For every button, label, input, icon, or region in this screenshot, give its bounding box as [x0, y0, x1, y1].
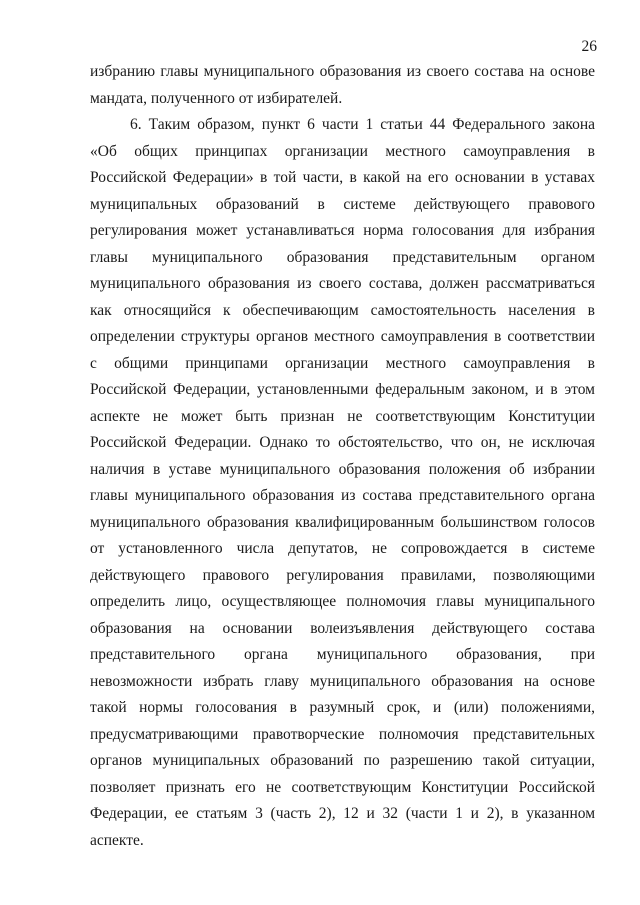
text-line: мандата, полученного от избирателей.: [90, 89, 343, 107]
text-line: от установленного числа депутатов, не сопровождается в системе: [90, 540, 595, 557]
text-line: образования на основании волеизъявления действующего состава: [90, 619, 595, 637]
text-line: муниципальных образований в системе действующего правового: [90, 195, 595, 213]
body-text: [90, 59, 595, 854]
text-line: избранию главы муниципального образования из своего состава на основе: [90, 63, 595, 80]
text-line: определении структуры органов местного самоуправления в соответствии: [90, 328, 595, 345]
text-line: с общими принципами организации местного самоуправления в: [90, 354, 595, 372]
text-line: предусматривающими правотворческие полномочия представительных: [90, 725, 595, 743]
text-line: Российской Федерации. Однако то обстоятельство, что он, не исключая: [90, 434, 595, 451]
text-line: главы муниципального образования из состава представительного органа: [90, 487, 595, 504]
text-line: Федерации, ее статьям 3 (часть 2), 12 и 32 (части 1 и 2), в указанном: [90, 805, 595, 822]
text-line: представительного органа муниципального образования, при: [90, 646, 595, 663]
page-number: 26: [581, 38, 597, 55]
text-line: органов муниципальных образований по разрешению такой ситуации,: [90, 752, 595, 769]
text-line: 6. Таким образом, пункт 6 части 1 статьи 44 Федерального закона: [130, 116, 595, 133]
text-line: аспекте не может быть признан не соответствующим Конституции: [90, 407, 595, 425]
text-line: как относящийся к обеспечивающим самостоятельность населения в: [90, 301, 595, 319]
text-line: регулирования может устанавливаться норма голосования для избрания: [90, 222, 595, 239]
text-line: Российской Федерации, установленными федеральным законом, и в этом: [90, 381, 595, 398]
text-line: аспекте.: [90, 831, 144, 849]
text-line: муниципального образования квалифицированным большинством голосов: [90, 513, 595, 531]
text-line: «Об общих принципах организации местного самоуправления в: [90, 142, 595, 160]
text-line: муниципального образования из своего состава, должен рассматриваться: [90, 275, 595, 292]
text-line: позволяет признать его не соответствующим Конституции Российской: [90, 778, 595, 796]
text-line: определить лицо, осуществляющее полномочия главы муниципального: [90, 593, 595, 610]
text-line: такой нормы голосования в разумный срок, и (или) положениями,: [90, 699, 595, 716]
text-line: наличия в уставе муниципального образования положения об избрании: [90, 460, 595, 478]
text-line: Российской Федерации» в той части, в какой на его основании в уставах: [90, 169, 595, 186]
text-line: невозможности избрать главу муниципального образования на основе: [90, 672, 595, 690]
text-line: действующего правового регулирования правилами, позволяющими: [90, 566, 595, 584]
text-line: главы муниципального образования представительным органом: [90, 248, 595, 266]
